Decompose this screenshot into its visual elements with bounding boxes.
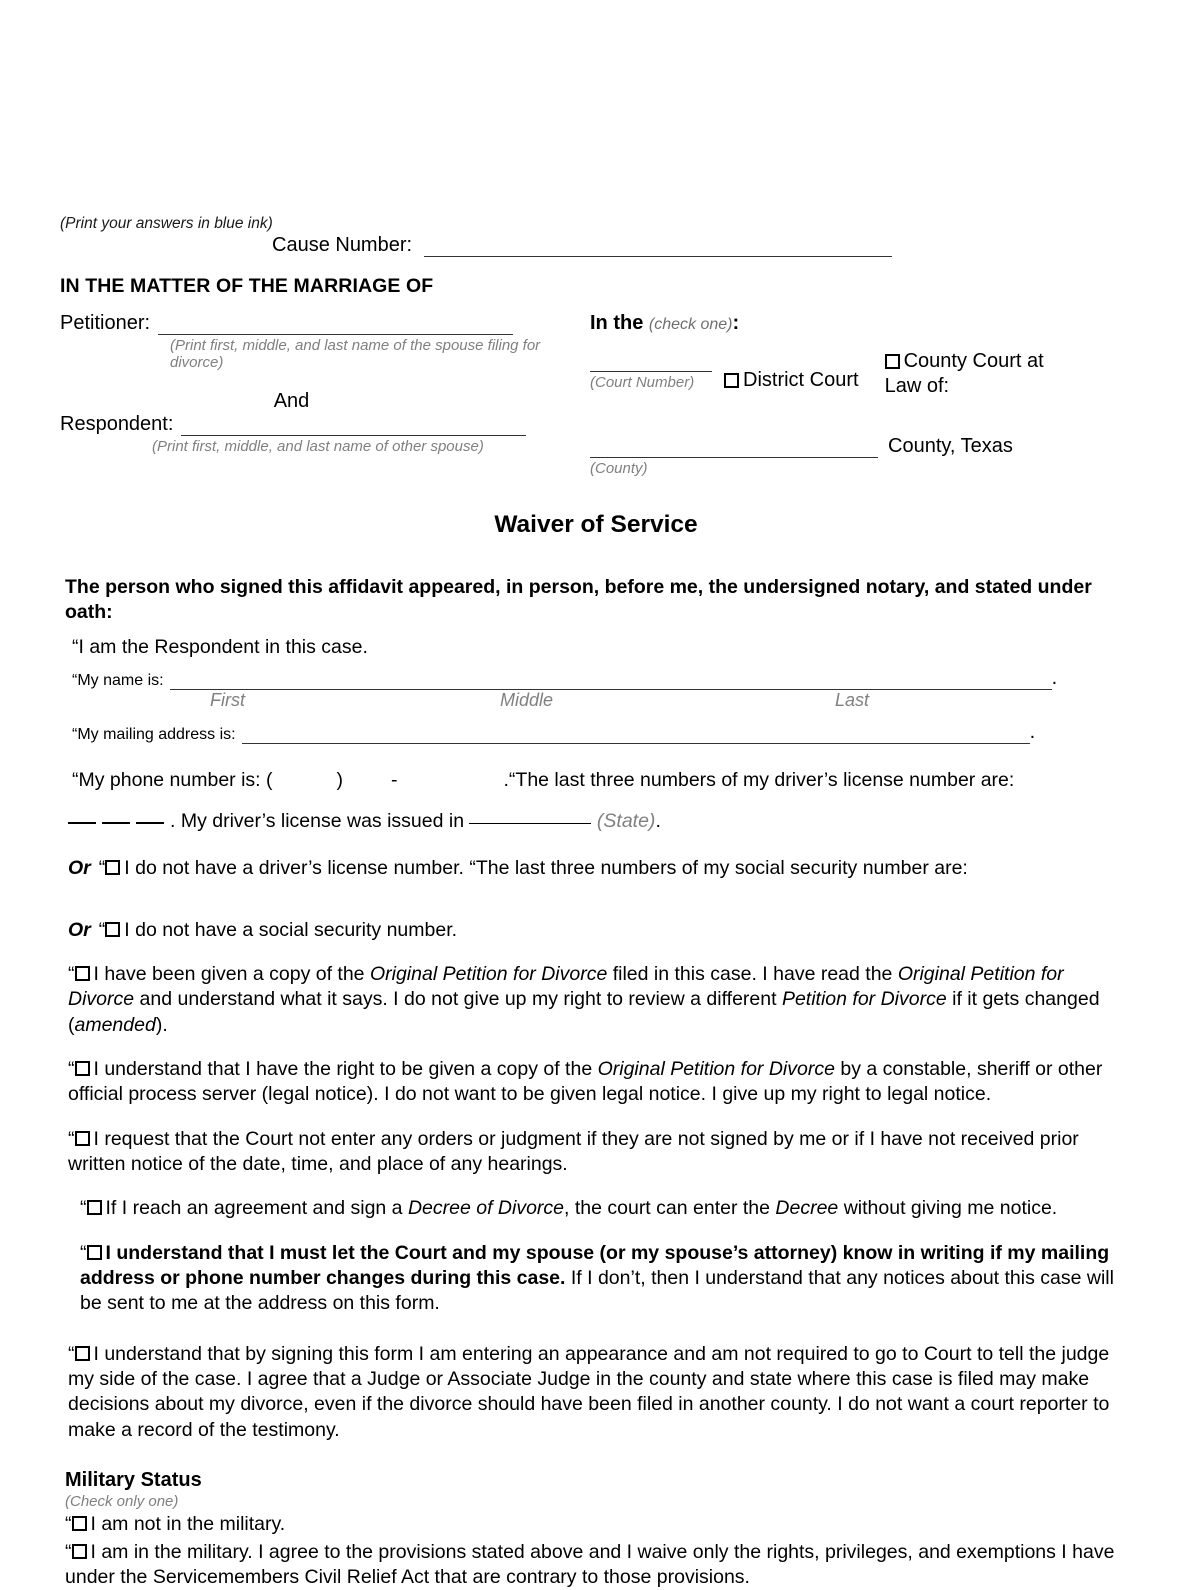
county-court-label-line1: County Court at — [903, 350, 1044, 373]
name-label: “My name is: — [72, 671, 164, 689]
military-option-in-military[interactable] — [60, 1540, 1132, 1590]
paragraph-text-segment: I understand that I have the right to be given a copy of the — [93, 1057, 598, 1080]
in-the-label — [590, 312, 1132, 335]
quote-mark: “ — [68, 962, 75, 985]
no-drivers-license-label: I do not have a driver’s license number. “The last three numbers of my social security number are: — [124, 857, 968, 880]
respondent-row — [60, 413, 585, 436]
paragraph-text-segment: , the court can enter the — [564, 1197, 776, 1220]
county-texas-label: County, Texas — [888, 435, 1013, 458]
respondent-hint: (Print first, middle, and last name of other spouse) — [152, 437, 484, 455]
or-label: Or — [68, 857, 91, 880]
petitioner-row — [60, 312, 585, 335]
phone-suffix: .“The last three numbers of my driver’s license number are: — [503, 768, 1015, 791]
paragraph-text-segment: I understand that I must let the Court and my spouse (or my spouse’s attorney) know in writing if my mailing address or phone number changes during this case. — [80, 1241, 1110, 1290]
dl-state-field[interactable] — [469, 823, 591, 824]
name-subfield-labels — [60, 690, 1132, 711]
military-option-label: I am not in the military. — [90, 1513, 286, 1536]
paragraph-text-segment: amended — [74, 1013, 156, 1036]
checkbox-icon[interactable] — [72, 1516, 87, 1531]
paragraph-text-segment: Decree of Divorce — [407, 1197, 565, 1220]
oath-statement: The person who signed this affidavit appeared, in person, before me, the undersigned notary, and stated under oath: — [65, 576, 1092, 624]
name-row — [60, 667, 1132, 690]
county-court-label-line2: Law of: — [884, 375, 950, 398]
county-court-at-law-option[interactable] — [859, 349, 1044, 399]
quote-mark: “ — [98, 857, 106, 880]
paragraph-text-segment: by a constable, sheriff or other official process server (legal notice). I do not want to be given legal notice. I give up my right to legal notice. — [68, 1057, 1103, 1106]
middle-name-label: Middle — [500, 689, 554, 710]
county-field[interactable] — [590, 439, 878, 458]
checkbox-paragraph-no-orders-without-signature[interactable] — [60, 1127, 1132, 1178]
military-option-label: I am in the military. I agree to the provisions stated above and I waive only the rights, privileges, and exemptions I have under the Servicemembers Civil Relief Act that are contrary to those provisions. — [65, 1540, 1115, 1589]
in-the-text: In the — [590, 312, 644, 335]
paragraph-text-segment: Petition for Divorce — [781, 988, 947, 1011]
dl-digit-2-field[interactable] — [102, 822, 130, 824]
case-caption — [60, 312, 1132, 477]
checkbox-icon[interactable] — [87, 1245, 102, 1260]
address-label: “My mailing address is: — [72, 725, 236, 743]
quote-mark: “ — [68, 1127, 75, 1150]
quote-mark: “ — [80, 1241, 87, 1264]
cause-number-row — [60, 234, 1132, 257]
paragraph-text-segment: If I don’t, then I understand that any notices about this case will be sent to me at the address on this form. — [80, 1267, 1114, 1315]
phone-dash: - — [391, 768, 398, 791]
checkbox-icon[interactable] — [72, 1544, 87, 1559]
petitioner-label: Petitioner: — [60, 312, 151, 335]
phone-row — [60, 768, 1132, 793]
dl-digit-3-field[interactable] — [136, 822, 164, 824]
paragraph-text-segment: if it gets changed ( — [68, 988, 1100, 1036]
military-options-list — [60, 1512, 1132, 1590]
court-number-field[interactable] — [590, 369, 712, 372]
checkbox-icon[interactable] — [724, 373, 739, 388]
paragraph-text-segment: I understand that by signing this form I am entering an appearance and am not required to go to Court to tell the judge my side of the case. I agree that a Judge or Associate Judge in the county and state where this case is filed may make decisions about my divorce, even if the divorce should have been filed in another county. I do not want a court reporter to make a record of the testimony. — [68, 1342, 1110, 1441]
checkbox-icon[interactable] — [75, 1131, 90, 1146]
district-court-option[interactable] — [722, 349, 859, 392]
paragraph-text-segment: Original Petition for Divorce — [68, 962, 1064, 1011]
dl-state-hint: (State) — [596, 809, 656, 832]
no-ssn-label: I do not have a social security number. — [124, 918, 458, 941]
checkbox-paragraph-entering-appearance[interactable] — [60, 1342, 1132, 1443]
paragraph-text-segment: If I reach an agreement and sign a — [105, 1197, 408, 1220]
checkbox-paragraph-notify-address-change[interactable] — [60, 1241, 1132, 1317]
checkbox-icon[interactable] — [87, 1200, 102, 1215]
quote-mark: “ — [68, 1057, 75, 1080]
paragraph-text-segment: ). — [155, 1013, 168, 1036]
checkbox-icon[interactable] — [105, 922, 120, 937]
check-one-hint: (check one) — [648, 316, 733, 334]
court-number-hint: (Court Number) — [590, 374, 695, 392]
military-status-heading: Military Status — [65, 1469, 202, 1492]
in-the-colon: : — [732, 312, 740, 335]
paragraph-text-segment: Original Petition for Divorce — [369, 962, 608, 985]
address-field[interactable] — [242, 724, 1030, 744]
checkbox-icon[interactable] — [75, 966, 90, 981]
name-period: . — [1051, 666, 1058, 689]
or-label: Or — [68, 918, 91, 941]
paragraph-text-segment: Original Petition for Divorce — [597, 1057, 835, 1080]
checkbox-paragraph-waive-legal-notice[interactable] — [60, 1057, 1132, 1108]
and-label: And — [273, 389, 310, 412]
respondent-label: Respondent: — [60, 412, 174, 435]
dl-issued-prefix: . My driver’s license was issued in — [170, 809, 465, 832]
quote-mark: “ — [98, 918, 106, 941]
drivers-license-row — [60, 809, 1132, 834]
court-selection-row — [590, 349, 1132, 399]
quote-mark: “ — [68, 1342, 75, 1365]
district-court-label: District Court — [743, 369, 859, 392]
paragraph-text-segment: Decree — [775, 1197, 839, 1220]
checkbox-paragraph-copy-of-petition[interactable] — [60, 962, 1132, 1038]
page-title: Waiver of Service — [494, 511, 698, 539]
print-instructions-hint: (Print your answers in blue ink) — [60, 215, 273, 232]
county-court-line1-row — [885, 349, 1044, 374]
caption-parties — [60, 312, 585, 477]
paragraph-text-segment: I request that the Court not enter any orders or judgment if they are not signed by me or if I have not received prior written notice of the date, time, and place of any hearings. — [68, 1127, 1079, 1175]
dl-state-period: . — [655, 809, 661, 832]
military-option-not-in-military[interactable] — [60, 1512, 1132, 1537]
matter-heading: IN THE MATTER OF THE MARRIAGE OF — [60, 275, 434, 298]
court-number-group — [590, 349, 722, 391]
phone-prefix: “My phone number is: ( — [72, 768, 273, 791]
last-name-label: Last — [835, 689, 870, 710]
checkbox-icon[interactable] — [75, 1346, 90, 1361]
petitioner-hint: (Print first, middle, and last name of the spouse filing for divorce) — [170, 337, 541, 372]
respondent-name-field[interactable] — [181, 416, 526, 436]
or-no-drivers-license-row[interactable] — [60, 856, 1132, 881]
paragraph-text-segment: filed in this case. I have read the — [607, 962, 898, 985]
checkbox-icon[interactable] — [75, 1061, 90, 1076]
address-row — [60, 721, 1132, 744]
county-row — [590, 435, 1132, 458]
address-period: . — [1029, 720, 1036, 743]
respondent-statement: “I am the Respondent in this case. — [72, 636, 368, 659]
paragraph-text-segment: without giving me notice. — [838, 1197, 1058, 1220]
quote-mark: “ — [65, 1540, 72, 1563]
checkbox-icon[interactable] — [885, 354, 900, 369]
first-name-label: First — [210, 689, 245, 710]
paragraph-text-segment: and understand what it says. I do not give up my right to review a different — [134, 988, 782, 1011]
caption-court — [585, 312, 1132, 477]
military-check-hint: (Check only one) — [65, 1493, 179, 1511]
paragraph-text-segment: I have been given a copy of the — [93, 962, 370, 985]
checkbox-icon[interactable] — [105, 860, 120, 875]
quote-mark: “ — [80, 1197, 87, 1220]
or-no-ssn-row[interactable] — [60, 918, 1132, 943]
phone-paren-close: ) — [336, 768, 343, 791]
county-hint: (County) — [590, 460, 648, 478]
cause-number-label: Cause Number: — [272, 234, 413, 257]
quote-mark: “ — [65, 1513, 72, 1536]
name-field[interactable] — [170, 670, 1052, 690]
dl-digit-1-field[interactable] — [68, 822, 96, 824]
checkbox-paragraph-decree-without-notice[interactable] — [60, 1196, 1132, 1221]
cause-number-field[interactable] — [424, 239, 892, 257]
checkbox-paragraph-list — [60, 962, 1132, 1443]
petitioner-name-field[interactable] — [158, 315, 513, 335]
